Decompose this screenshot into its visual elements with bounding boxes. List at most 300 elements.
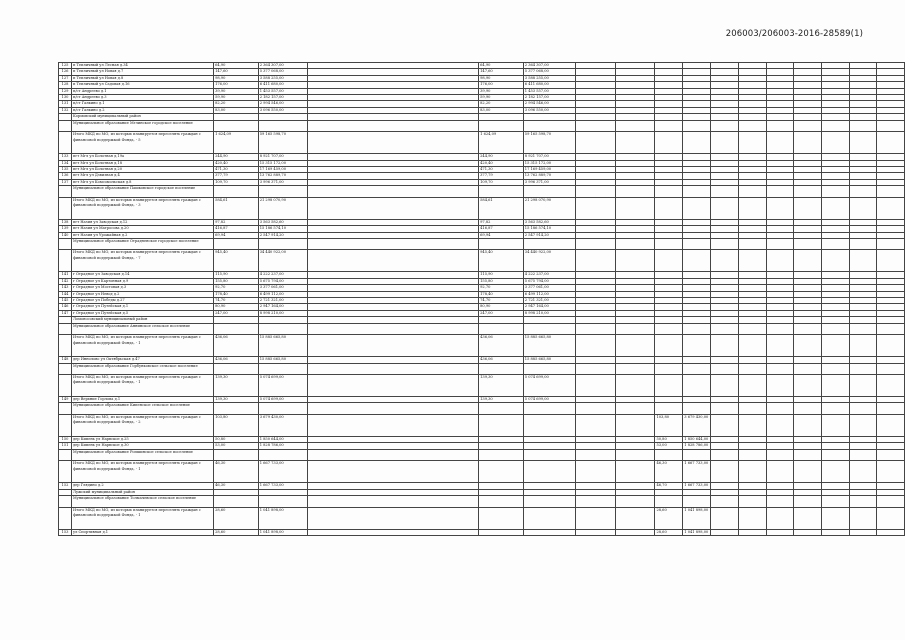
row-name: пгт Назия ул Заводская д.12 <box>71 219 213 225</box>
cost-cell <box>258 238 308 250</box>
cost-cell: 1 828 786,00 <box>258 443 308 449</box>
row-number: 147 <box>59 310 72 316</box>
cost-cell: 1 667 733,00 <box>683 483 711 489</box>
area-cell: 28,60 <box>214 529 259 535</box>
cost-cell: 1 667 733,00 <box>683 461 711 483</box>
row-name: пгт Назия ул Матросова д.20 <box>71 226 213 232</box>
cost-cell: 13 762 889,70 <box>258 173 308 179</box>
table-row <box>59 250 905 272</box>
area-cell: 436,06 <box>479 335 524 357</box>
blank-cell <box>766 120 794 132</box>
blank-cell <box>738 449 766 461</box>
blank-cell <box>794 120 822 132</box>
row-name: Муниципальное образование Ропшинское сельское поселение <box>71 449 213 461</box>
blank-cell <box>766 529 794 535</box>
cost-cell: 5 377 068,00 <box>523 69 576 75</box>
row-number: 150 <box>59 436 72 442</box>
area-cell: 147,60 <box>214 69 259 75</box>
blank-cell <box>576 507 616 529</box>
area-cell: 945,40 <box>214 250 259 272</box>
area-cell: 377,79 <box>214 173 259 179</box>
table-row <box>59 363 905 375</box>
area-cell: 109,70 <box>214 179 259 185</box>
row-name: п/ст Андреево д.3 <box>71 95 213 101</box>
blank-cell <box>615 507 655 529</box>
blank-cell <box>615 238 655 250</box>
blank-cell <box>308 120 479 132</box>
blank-cell <box>711 496 739 508</box>
blank-cell <box>766 197 794 219</box>
area-cell: 98,90 <box>479 75 524 81</box>
cost-cell: 5 074 699,00 <box>258 397 308 403</box>
cost-cell <box>683 323 711 335</box>
area-cell: 39,90 <box>479 88 524 94</box>
row-number: 125 <box>59 63 72 69</box>
blank-cell <box>615 496 655 508</box>
cost-cell <box>683 375 711 397</box>
blank-cell <box>615 449 655 461</box>
blank-cell <box>766 323 794 335</box>
row-number: 137 <box>59 179 72 185</box>
blank-cell <box>615 323 655 335</box>
blank-cell <box>308 449 479 461</box>
blank-cell <box>877 461 905 483</box>
area-cell: 28,60 <box>214 507 259 529</box>
cost-cell: 3 588 255,00 <box>523 75 576 81</box>
row-number: 126 <box>59 69 72 75</box>
cost-cell: 15 885 665,80 <box>523 335 576 357</box>
area-cell: 64,90 <box>479 63 524 69</box>
blank-cell <box>308 323 479 335</box>
blank-cell <box>615 363 655 375</box>
blank-cell <box>711 323 739 335</box>
cost-cell <box>523 363 576 375</box>
cost-cell <box>683 120 711 132</box>
blank-cell <box>738 461 766 483</box>
area-cell: 103,80 <box>214 414 259 436</box>
row-number: 130 <box>59 95 72 101</box>
blank-cell <box>821 449 849 461</box>
blank-cell <box>576 363 616 375</box>
cost-cell: 59 165 598,70 <box>523 132 576 154</box>
area-cell: 436,06 <box>479 357 524 363</box>
area-cell: 82,20 <box>214 101 259 107</box>
cost-cell <box>683 449 711 461</box>
blank-cell <box>308 414 479 436</box>
row-name: Лужский муниципальный район <box>71 489 213 495</box>
blank-cell <box>766 363 794 375</box>
blank-cell <box>308 529 479 535</box>
area-cell: 244,90 <box>479 154 524 160</box>
row-name: г Отрадное ул Заводская д.14 <box>71 272 213 278</box>
blank-cell <box>738 197 766 219</box>
area-cell: 244,90 <box>214 154 259 160</box>
blank-cell <box>821 238 849 250</box>
area-cell: 46,30 <box>655 461 683 483</box>
cost-cell: 34 440 922,00 <box>523 250 576 272</box>
area-cell: 74,70 <box>214 298 259 304</box>
cost-cell: 6 499 112,00 <box>523 291 576 297</box>
area-cell: 420,40 <box>479 160 524 166</box>
area-cell: 155,80 <box>479 278 524 284</box>
blank-cell <box>766 375 794 397</box>
row-name: Муниципальное образование Отрадненское городское поселение <box>71 238 213 250</box>
cost-cell <box>523 186 576 198</box>
blank-cell <box>821 403 849 415</box>
area-cell: 139,30 <box>479 375 524 397</box>
row-number <box>59 375 72 397</box>
cost-cell <box>258 120 308 132</box>
area-cell <box>479 403 524 415</box>
blank-cell <box>877 449 905 461</box>
area-cell: 1 624,09 <box>479 132 524 154</box>
area-cell <box>655 197 683 219</box>
blank-cell <box>877 363 905 375</box>
blank-cell <box>308 197 479 219</box>
cost-cell: 5 675 794,00 <box>258 278 308 284</box>
cost-cell: 2 947 164,00 <box>523 304 576 310</box>
blank-cell <box>794 186 822 198</box>
row-name: п/ст Галкино д.1 <box>71 101 213 107</box>
row-name: г Отрадное ул Путейская д.5 <box>71 310 213 316</box>
row-name: Итого МКД по МО, из которых планируется переселять граждан с финансовой поддержкой Фонда, - 1 <box>71 461 213 483</box>
area-cell: 83,00 <box>214 107 259 113</box>
cost-cell <box>523 529 576 535</box>
cost-cell: 3 563 582,60 <box>258 219 308 225</box>
blank-cell <box>877 507 905 529</box>
blank-cell <box>794 529 822 535</box>
area-cell <box>655 403 683 415</box>
area-cell <box>479 238 524 250</box>
blank-cell <box>877 375 905 397</box>
row-number: 141 <box>59 272 72 278</box>
area-cell <box>214 238 259 250</box>
blank-cell <box>738 250 766 272</box>
blank-cell <box>849 461 877 483</box>
cost-cell: 2 547 914,20 <box>523 232 576 238</box>
blank-cell <box>849 197 877 219</box>
resettlement-table <box>58 62 905 536</box>
blank-cell <box>766 186 794 198</box>
area-cell: 46,70 <box>655 483 683 489</box>
blank-cell <box>308 335 479 357</box>
row-name: г Отрадное ул Невод д.2 <box>71 291 213 297</box>
cost-cell: 59 165 598,70 <box>258 132 308 154</box>
row-number <box>59 132 72 154</box>
blank-cell <box>711 186 739 198</box>
table-row <box>59 132 905 154</box>
row-name: Муниципальное образование Толмачевское сельское поселение <box>71 496 213 508</box>
blank-cell <box>308 186 479 198</box>
blank-cell <box>821 197 849 219</box>
area-cell <box>479 323 524 335</box>
table-row <box>59 375 905 397</box>
blank-cell <box>576 375 616 397</box>
blank-cell <box>711 449 739 461</box>
row-name: п Тепличный ул Лесная д.34 <box>71 63 213 69</box>
cost-cell: 3 588 255,00 <box>258 75 308 81</box>
area-cell: 28,60 <box>655 529 683 535</box>
blank-cell <box>849 132 877 154</box>
blank-cell <box>615 197 655 219</box>
cost-cell: 21 298 070,90 <box>523 197 576 219</box>
blank-cell <box>794 132 822 154</box>
row-name: Итого МКД по МО, из которых планируется переселять граждан с финансовой поддержкой Фонда, - 1 <box>71 507 213 529</box>
blank-cell <box>821 132 849 154</box>
blank-cell <box>738 335 766 357</box>
area-cell <box>479 507 524 529</box>
blank-cell <box>877 120 905 132</box>
cost-cell <box>258 186 308 198</box>
blank-cell <box>794 507 822 529</box>
blank-cell <box>821 529 849 535</box>
blank-cell <box>308 375 479 397</box>
table-row <box>59 449 905 461</box>
cost-cell: 21 298 070,90 <box>258 197 308 219</box>
cost-cell: 15 885 665,80 <box>523 357 576 363</box>
blank-cell <box>849 186 877 198</box>
row-name: Итого МКД по МО, из которых планируется переселять граждан с финансовой поддержкой Фонда, - 2 <box>71 414 213 436</box>
blank-cell <box>766 250 794 272</box>
area-cell: 139,30 <box>214 397 259 403</box>
cost-cell: 3 096 550,00 <box>523 107 576 113</box>
area-cell <box>655 238 683 250</box>
area-cell: 59,90 <box>479 95 524 101</box>
blank-cell <box>821 375 849 397</box>
row-number: 142 <box>59 278 72 284</box>
row-number <box>59 507 72 529</box>
blank-cell <box>877 414 905 436</box>
cost-cell: 1 850 644,00 <box>258 436 308 442</box>
cost-cell <box>523 120 576 132</box>
area-cell <box>214 403 259 415</box>
area-cell: 416,87 <box>214 226 259 232</box>
blank-cell <box>849 496 877 508</box>
blank-cell <box>877 197 905 219</box>
row-number: 153 <box>59 529 72 535</box>
cost-cell <box>523 449 576 461</box>
blank-cell <box>711 335 739 357</box>
blank-cell <box>821 120 849 132</box>
blank-cell <box>849 323 877 335</box>
cost-cell: 1 828 786,00 <box>683 443 711 449</box>
cost-cell: 6 411 680,00 <box>523 82 576 88</box>
area-cell: 436,06 <box>214 357 259 363</box>
cost-cell: 15 315 172,00 <box>258 160 308 166</box>
row-name: пгт Мгл ул Болотная д.19а <box>71 154 213 160</box>
blank-cell <box>711 414 739 436</box>
cost-cell: 2 721 321,00 <box>523 298 576 304</box>
cost-cell: 15 885 665,80 <box>258 335 308 357</box>
cost-cell <box>523 414 576 436</box>
blank-cell <box>711 120 739 132</box>
cost-cell <box>523 323 576 335</box>
cost-cell: 6 411 680,00 <box>258 82 308 88</box>
table-row <box>59 323 905 335</box>
table-row <box>59 414 905 436</box>
area-cell: 420,40 <box>214 160 259 166</box>
area-cell: 436,06 <box>214 335 259 357</box>
blank-cell <box>576 238 616 250</box>
cost-cell: 3 996 371,00 <box>523 179 576 185</box>
cost-cell: 3 679 430,00 <box>258 414 308 436</box>
table-row <box>59 120 905 132</box>
blank-cell <box>308 403 479 415</box>
blank-cell <box>877 238 905 250</box>
blank-cell <box>615 461 655 483</box>
cost-cell <box>683 335 711 357</box>
blank-cell <box>576 335 616 357</box>
cost-cell: 1 453 557,00 <box>258 88 308 94</box>
area-cell: 115,90 <box>479 272 524 278</box>
row-number: 129 <box>59 88 72 94</box>
cost-cell: 8 921 707,00 <box>523 154 576 160</box>
row-name: г Отрадное ул Картонная д.9 <box>71 278 213 284</box>
area-cell <box>479 449 524 461</box>
row-number <box>59 186 72 198</box>
row-name: Муниципальное образование Горбунковское сельское поселение <box>71 363 213 375</box>
area-cell: 471,30 <box>479 166 524 172</box>
cost-cell: 5 074 699,00 <box>523 397 576 403</box>
row-number <box>59 250 72 272</box>
row-name: Итого МКД по МО, из которых планируется переселять граждан с финансовой поддержкой Фонда, - 7 <box>71 250 213 272</box>
cost-cell: 2 182 157,00 <box>523 95 576 101</box>
area-cell: 50,80 <box>214 436 259 442</box>
area-cell <box>655 323 683 335</box>
row-number <box>59 197 72 219</box>
area-cell: 97,82 <box>479 219 524 225</box>
blank-cell <box>576 449 616 461</box>
row-name: дер Верхние Горлова д.1 <box>71 397 213 403</box>
blank-cell <box>711 363 739 375</box>
blank-cell <box>711 375 739 397</box>
area-cell: 584,61 <box>214 197 259 219</box>
blank-cell <box>821 186 849 198</box>
blank-cell <box>877 529 905 535</box>
blank-cell <box>576 120 616 132</box>
area-cell <box>479 120 524 132</box>
area-cell <box>655 250 683 272</box>
blank-cell <box>766 414 794 436</box>
blank-cell <box>877 132 905 154</box>
blank-cell <box>821 323 849 335</box>
blank-cell <box>849 507 877 529</box>
row-number <box>59 120 72 132</box>
blank-cell <box>615 403 655 415</box>
area-cell <box>214 323 259 335</box>
cost-cell: 1 667 733,00 <box>258 461 308 483</box>
row-name: пгт Мгл ул Болотная д.18 <box>71 160 213 166</box>
blank-cell <box>766 449 794 461</box>
blank-cell <box>877 186 905 198</box>
blank-cell <box>766 238 794 250</box>
blank-cell <box>615 186 655 198</box>
cost-cell: 4 222 237,00 <box>523 272 576 278</box>
cost-cell: 1 667 733,00 <box>258 483 308 489</box>
blank-cell <box>576 403 616 415</box>
row-name: г Отрадное ул Победы д.27 <box>71 298 213 304</box>
area-cell: 178,40 <box>214 291 259 297</box>
row-number: 139 <box>59 226 72 232</box>
row-number: 136 <box>59 173 72 179</box>
row-number: 145 <box>59 298 72 304</box>
cost-cell <box>523 461 576 483</box>
area-cell: 98,90 <box>214 75 259 81</box>
area-cell: 97,82 <box>214 219 259 225</box>
area-cell: 139,30 <box>214 375 259 397</box>
blank-cell <box>738 363 766 375</box>
area-cell: 584,61 <box>479 197 524 219</box>
cost-cell <box>683 186 711 198</box>
row-name: пгт Мгл ул Дзвизная д.4 <box>71 173 213 179</box>
blank-cell <box>711 461 739 483</box>
cost-cell: 15 186 574,10 <box>258 226 308 232</box>
blank-cell <box>711 529 739 535</box>
row-name: ул Спортивная д.1 <box>71 529 213 535</box>
blank-cell <box>821 363 849 375</box>
cost-cell: 15 315 172,00 <box>523 160 576 166</box>
blank-cell <box>794 403 822 415</box>
area-cell <box>479 363 524 375</box>
blank-cell <box>794 323 822 335</box>
row-name: Итого МКД по МО, из которых планируется переселять граждан с финансовой поддержкой Фонда, - 1 <box>71 335 213 357</box>
blank-cell <box>615 335 655 357</box>
blank-cell <box>615 250 655 272</box>
area-cell: 377,79 <box>479 173 524 179</box>
cost-cell <box>258 449 308 461</box>
row-name: п Тепличный ул Новая д.8 <box>71 75 213 81</box>
cost-cell: 3 377 061,00 <box>258 285 308 291</box>
blank-cell <box>849 250 877 272</box>
row-number <box>59 461 72 483</box>
area-cell: 945,40 <box>479 250 524 272</box>
area-cell <box>479 496 524 508</box>
cost-cell: 2 721 321,00 <box>258 298 308 304</box>
blank-cell <box>738 529 766 535</box>
blank-cell <box>821 335 849 357</box>
blank-cell <box>766 461 794 483</box>
area-cell: 83,00 <box>479 107 524 113</box>
cost-cell: 15 885 665,80 <box>258 357 308 363</box>
area-cell <box>479 186 524 198</box>
row-name: п Тепличный ул Новая д.7 <box>71 69 213 75</box>
area-cell: 178,40 <box>479 291 524 297</box>
cost-cell <box>523 507 576 529</box>
row-name: Итого МКД по МО, из которых планируется переселять граждан с финансовой поддержкой Фонда, - 3 <box>71 197 213 219</box>
cost-cell <box>258 403 308 415</box>
blank-cell <box>576 461 616 483</box>
area-cell <box>479 461 524 483</box>
blank-cell <box>849 414 877 436</box>
area-cell: 109,70 <box>479 179 524 185</box>
row-number: 133 <box>59 154 72 160</box>
cost-cell <box>523 496 576 508</box>
cost-cell: 5 074 699,00 <box>523 375 576 397</box>
blank-cell <box>877 496 905 508</box>
cost-cell: 17 169 459,00 <box>523 166 576 172</box>
blank-cell <box>711 507 739 529</box>
row-number: 128 <box>59 82 72 88</box>
cost-cell: 5 675 794,00 <box>523 278 576 284</box>
row-name: Муниципальное образование Аннинское сельское поселение <box>71 323 213 335</box>
cost-cell: 1 041 898,00 <box>683 507 711 529</box>
blank-cell <box>766 507 794 529</box>
blank-cell <box>576 250 616 272</box>
blank-cell <box>849 335 877 357</box>
blank-cell <box>794 238 822 250</box>
blank-cell <box>849 403 877 415</box>
blank-cell <box>738 132 766 154</box>
